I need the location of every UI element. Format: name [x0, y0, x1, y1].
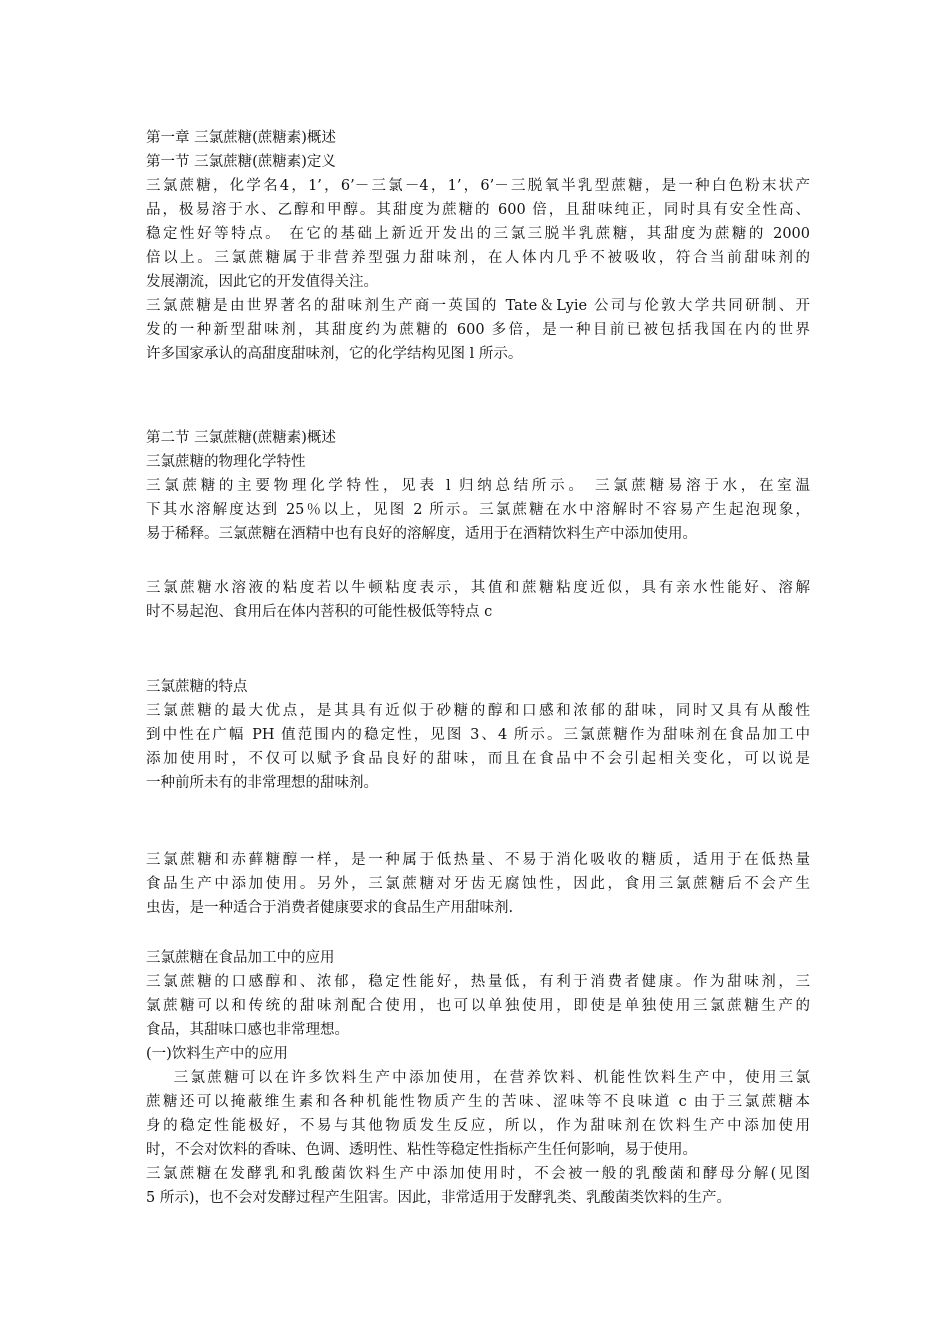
- text-line: 稳定性好等特点。 在它的基础上新近开发出的三氯三脱半乳蔗糖，其甜度为蔗糖的 2000: [146, 226, 810, 242]
- text-line: 食品生产中添加使用。另外，三氯蔗糖对牙齿无腐蚀性，因此，食用三氯蔗糖后不会产生: [146, 876, 810, 892]
- text-line: 三氯蔗糖是由世界著名的甜味剂生产商一英国的 Tate＆Lyie 公司与伦敦大学共同研制、开: [146, 298, 810, 314]
- text-line: 三氯蔗糖水溶液的粘度若以牛顿粘度表示，其值和蔗糖粘度近似，具有亲水性能好、溶解: [146, 580, 810, 596]
- subheading-beverage: (一)饮料生产中的应用: [146, 1046, 288, 1062]
- text-line: 三氯蔗糖的口感醇和、浓郁，稳定性能好，热量低，有利于消费者健康。作为甜味剂，三: [146, 974, 810, 990]
- text-line: 时，不会对饮料的香味、色调、透明性、粘性等稳定性指标产生任何影响，易于使用。: [146, 1142, 697, 1158]
- section-1-title: 第一节 三氯蔗糖(蔗糖素)定义: [146, 154, 336, 170]
- text-line: 三氯蔗糖在发酵乳和乳酸菌饮料生产中添加使用时，不会被一般的乳酸菌和酵母分解(见图: [146, 1166, 810, 1182]
- text-line: 三氯蔗糖可以在许多饮料生产中添加使用，在营养饮料、机能性饮料生产中，使用三氯: [146, 1070, 810, 1086]
- chapter-1-section: [146, 126, 810, 366]
- features-section: [146, 675, 810, 795]
- paragraph-application: [146, 970, 810, 1042]
- text-line: 虫齿，是一种适合于消费者健康要求的食品生产用甜味剂.: [146, 900, 514, 916]
- paragraph-definition: [146, 174, 810, 294]
- text-line: 下其水溶解度达到 25％以上，见图 2 所示。三氯蔗糖在水中溶解时不容易产生起泡现象，: [146, 502, 810, 518]
- subheading-application: 三氯蔗糖在食品加工中的应用: [146, 950, 335, 966]
- text-line: 添加使用时，不仅可以赋予食品良好的甜味，而且在食品中不会引起相关变化，可以说是: [146, 751, 810, 767]
- text-line: 三氯蔗糖和赤藓糖醇一样，是一种属于低热量、不易于消化吸收的糖质，适用于在低热量: [146, 852, 810, 868]
- text-line: 氯蔗糖可以和传统的甜味剂配合使用，也可以单独使用，即使是单独使用三氯蔗糖生产的: [146, 998, 810, 1014]
- paragraph-fermented: [146, 1162, 810, 1210]
- subheading-physical-properties: 三氯蔗糖的物理化学特性: [146, 454, 306, 470]
- text-line: 蔗糖还可以掩蔽维生素和各种机能性物质产生的苦味、涩味等不良味道 c 由于三氯蔗糖本: [146, 1094, 810, 1110]
- text-line: 三氯蔗糖的主要物理化学特性，见表 l 归纳总结所示。 三氯蔗糖易溶于水，在室温: [146, 478, 810, 494]
- text-line: 倍以上。三氯蔗糖属于非营养型强力甜味剂，在人体内几乎不被吸收，符合当前甜味剂的: [146, 250, 810, 266]
- section-2-title: 第二节 三氯蔗糖(蔗糖素)概述: [146, 430, 336, 446]
- text-line: 食品，其甜味口感也非常理想。: [146, 1022, 349, 1038]
- application-section: [146, 946, 810, 1210]
- text-line: 品，极易溶于水、乙醇和甲醇。其甜度为蔗糖的 600 倍，且甜味纯正，同时具有安全性高、: [146, 202, 810, 218]
- text-line: 许多国家承认的高甜度甜味剂，它的化学结构见图 l 所示。: [146, 346, 523, 362]
- paragraph-beverage: [146, 1066, 810, 1162]
- text-line: 5 所示)，也不会对发酵过程产生阻害。因此，非常适用于发酵乳类、乳酸菌类饮料的生产。: [146, 1190, 731, 1206]
- text-line: 时不易起泡、食用后在体内菩积的可能性极低等特点 c: [146, 604, 493, 620]
- text-line: 三氯蔗糖，化学名4，1’，6’－三氯－4，1’，6’－三脱氧半乳型蔗糖，是一种白色粉末状产: [146, 178, 810, 194]
- chapter-title: 第一章 三氯蔗糖(蔗糖素)概述: [146, 130, 336, 146]
- text-line: 发展潮流，因此它的开发值得关注。: [146, 274, 378, 290]
- subheading-features: 三氯蔗糖的特点: [146, 679, 248, 695]
- paragraph-viscosity: [146, 576, 810, 624]
- text-line: 身的稳定性能极好，不易与其他物质发生反应，所以，作为甜味剂在饮料生产中添加使用: [146, 1118, 810, 1134]
- paragraph-origin: [146, 294, 810, 366]
- section-2: [146, 426, 810, 546]
- text-line: 三氯蔗糖的最大优点，是其具有近似于砂糖的醇和口感和浓郁的甜味，同时又具有从酸性: [146, 703, 810, 719]
- text-line: 易于稀释。三氯蔗糖在酒精中也有良好的溶解度，适用于在酒精饮料生产中添加使用。: [146, 526, 697, 542]
- paragraph-advantages: [146, 699, 810, 795]
- text-line: 到中性在广幅 PH 值范围内的稳定性，见图 3、4 所示。三氯蔗糖作为甜味剂在食品加工中: [146, 727, 810, 743]
- text-line: 一种前所未有的非常理想的甜味剂。: [146, 775, 378, 791]
- paragraph-low-calorie: [146, 848, 810, 920]
- text-line: 发的一种新型甜味剂，其甜度约为蔗糖的 600 多倍，是一种目前已被包括我国在内的世界: [146, 322, 810, 338]
- paragraph-solubility: [146, 474, 810, 546]
